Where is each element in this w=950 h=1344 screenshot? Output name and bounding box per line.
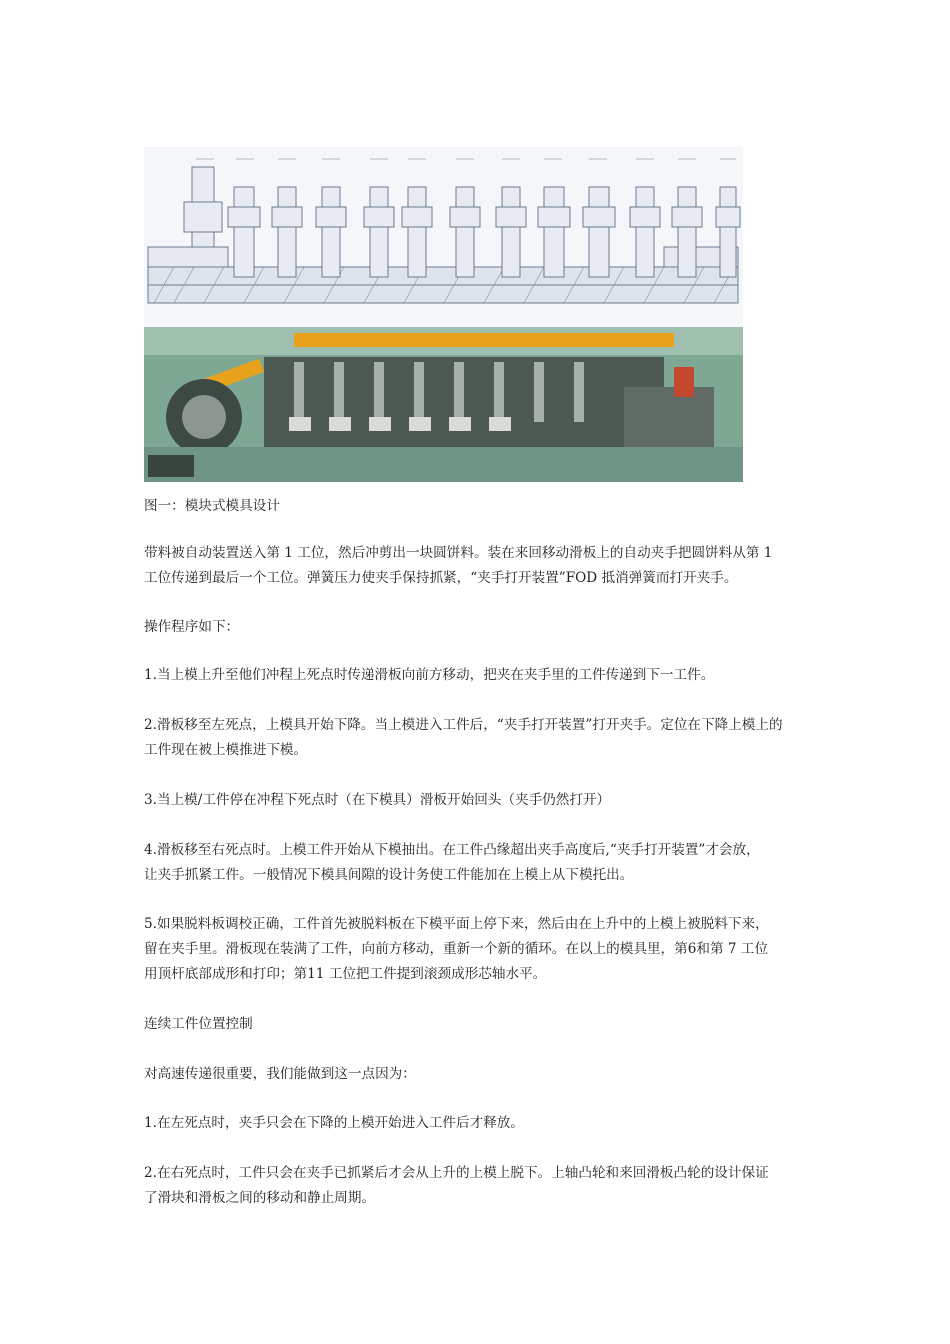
paragraph-step-4: 4.滑板移至右死点时。上模工件开始从下模抽出。在工件凸缘超出夹手高度后,“夹手打开装置”才会放， 让夹手抓紧工件。一般情况下模具间隙的设计务使工件能加在上模上从下模托出。 (144, 842, 760, 883)
modular-die-figure (144, 147, 743, 482)
paragraph-step-5: 5.如果脱料板调校正确，工件首先被脱料板在下模平面上停下来，然后由在上升中的上模上被脱料下来， 留在夹手里。滑板现在装满了工件，向前方移动，重新一个新的循环。在以上的模具里，第6和第 7 工位 用顶杆底部成形和打印；第11 工位把工件提到滚颈成形芯轴水平。 (144, 916, 769, 982)
paragraph-intro: 带料被自动装置送入第 1 工位，然后冲剪出一块圆饼料。装在来回移动滑板上的自动夹手把圆饼料从第 1 工位传递到最后一个工位。弹簧压力使夹手保持抓紧，“夹手打开装置”FOD 抵消弹簧而打开夹手。 (144, 545, 773, 586)
section-heading-position-control: 连续工件位置控制 (144, 1016, 253, 1032)
figure-caption: 图一：模块式模具设计 (144, 498, 280, 514)
die-drawing-and-photo (144, 147, 743, 482)
paragraph-control-2: 2.在右死点时，工件只会在夹手已抓紧后才会从上升的上模上脱下。上轴凸轮和来回滑板凸轮的设计保证 了滑块和滑板之间的移动和静止周期。 (144, 1165, 769, 1206)
machine-photo (144, 327, 743, 482)
paragraph-step-2: 2.滑板移至左死点，上模具开始下降。当上模进入工件后，“夹手打开装置”打开夹手。定位在下降上模上的 工件现在被上模推进下模。 (144, 717, 783, 758)
paragraph-high-speed: 对高速传递很重要，我们能做到这一点因为： (144, 1066, 416, 1082)
paragraph-control-1: 1.在左死点时，夹手只会在下降的上模开始进入工件后才释放。 (144, 1115, 524, 1131)
paragraph-step-1: 1.当上模上升至他们冲程上死点时传递滑板向前方移动，把夹在夹手里的工件传递到下一工件。 (144, 667, 715, 683)
paragraph-procedure-heading: 操作程序如下： (144, 619, 240, 635)
paragraph-step-3: 3.当上模/工件停在冲程下死点时（在下模具）滑板开始回头（夹手仍然打开） (144, 792, 611, 808)
